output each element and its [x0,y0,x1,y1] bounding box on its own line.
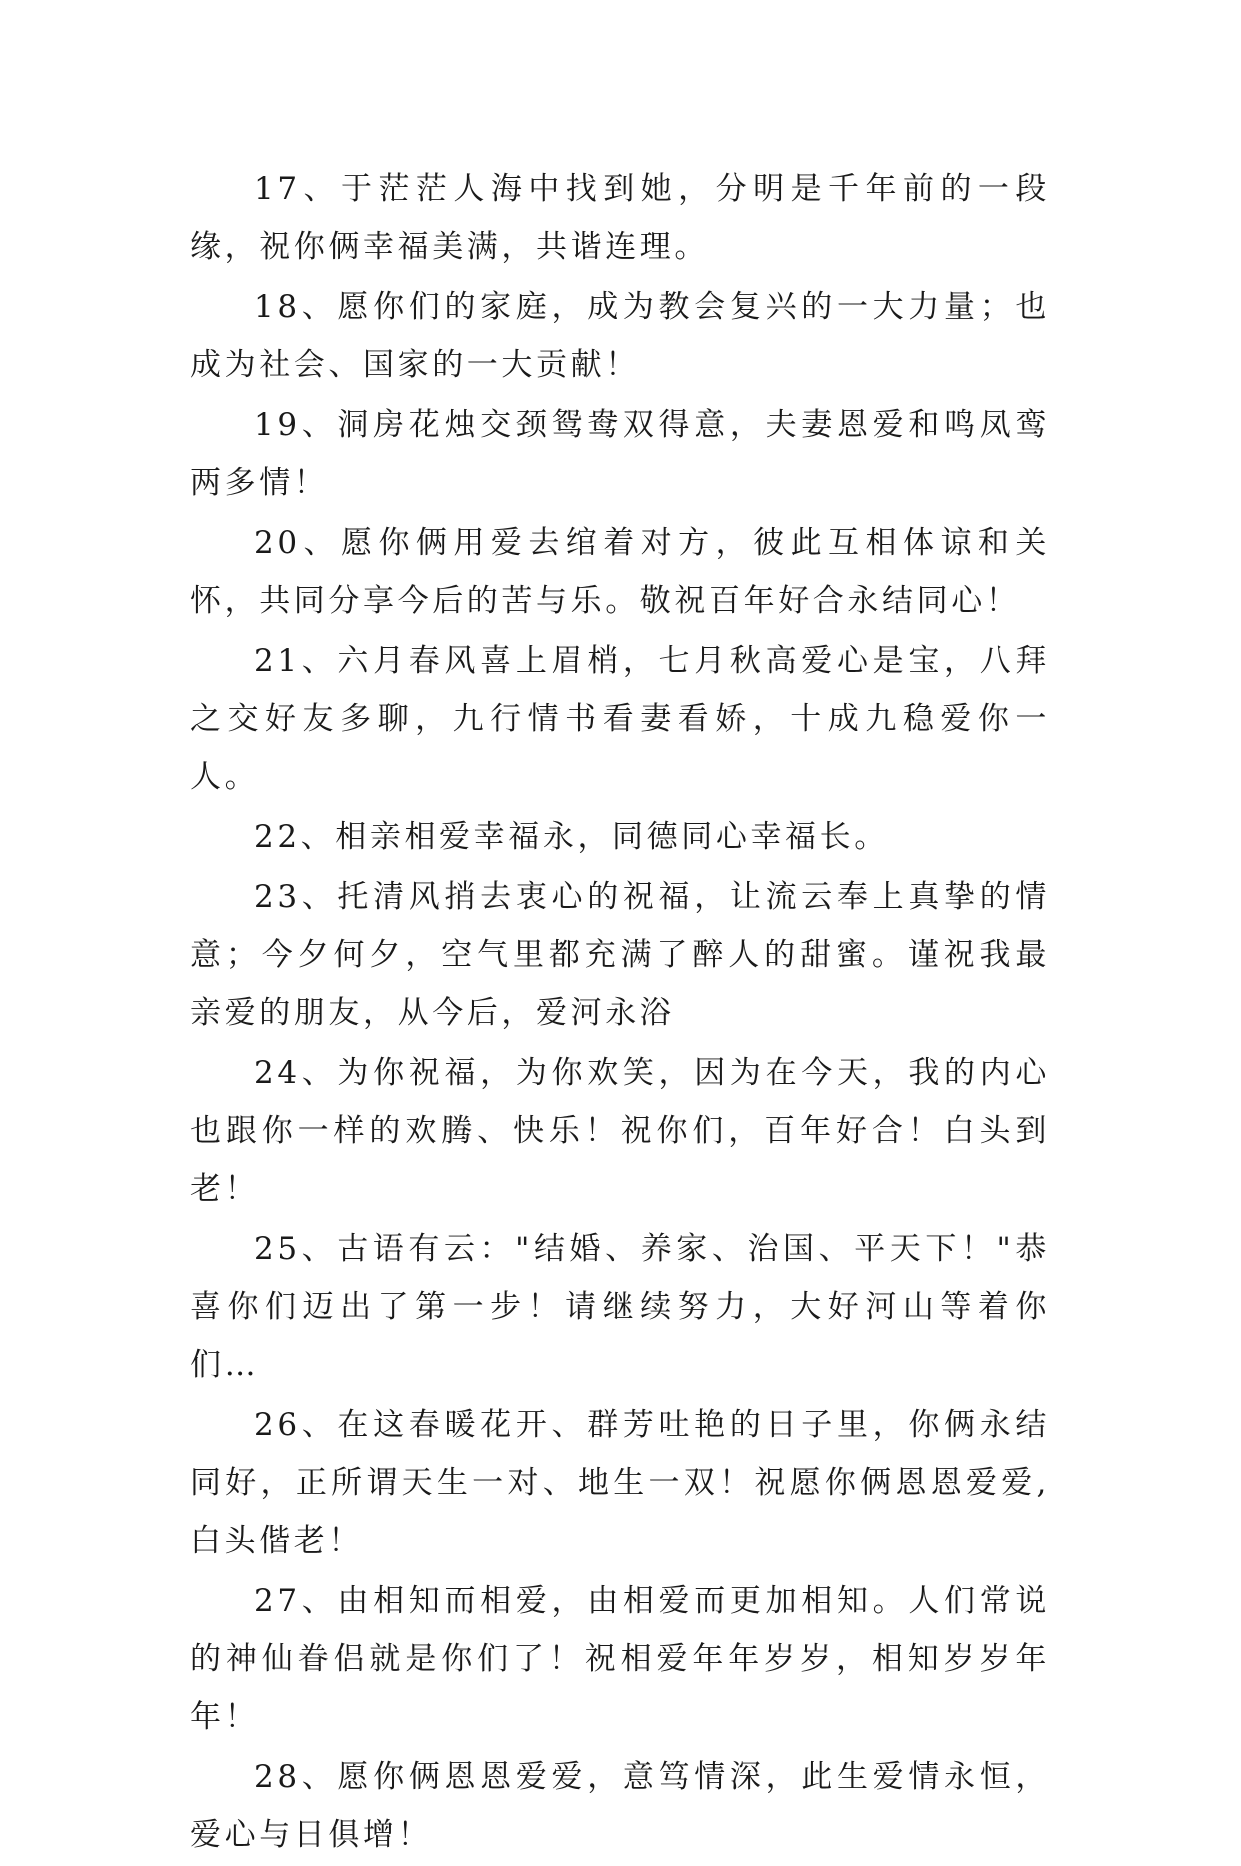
paragraph-25: 25、古语有云："结婚、养家、治国、平天下！"恭喜你们迈出了第一步！请继续努力，大好河山等着你们… [190,1231,1050,1383]
paragraph-28: 28、愿你俩恩恩爱爱，意笃情深，此生爱情永恒，爱心与日俱增！ [190,1759,1050,1853]
paragraph-22: 22、相亲相爱幸福永，同德同心幸福长。 [254,819,889,855]
paragraph-21: 21、六月春风喜上眉梢，七月秋高爱心是宝，八拜之交好友多聊，九行情书看妻看娇，十成九稳爱你一人。 [190,643,1050,795]
paragraph-27: 27、由相知而相爱，由相爱而更加相知。人们常说的神仙眷侣就是你们了！祝相爱年年岁岁，相知岁岁年年！ [190,1583,1050,1735]
paragraph-26: 26、在这春暖花开、群芳吐艳的日子里，你俩永结同好，正所谓天生一对、地生一双！祝愿你俩恩恩爱爱,白头偕老！ [190,1407,1050,1559]
paragraph-19: 19、洞房花烛交颈鸳鸯双得意，夫妻恩爱和鸣凤鸾两多情！ [190,407,1050,501]
document-body [190,160,1050,1866]
paragraph-24: 24、为你祝福，为你欢笑，因为在今天，我的内心也跟你一样的欢腾、快乐！祝你们，百年好合！白头到老！ [190,1055,1050,1207]
paragraph-20: 20、愿你俩用爱去绾着对方，彼此互相体谅和关怀，共同分享今后的苦与乐。敬祝百年好合永结同心！ [190,525,1050,619]
paragraph-18: 18、愿你们的家庭，成为教会复兴的一大力量；也成为社会、国家的一大贡献！ [190,289,1050,383]
paragraph-17: 17、于茫茫人海中找到她，分明是千年前的一段缘，祝你俩幸福美满，共谐连理。 [190,171,1050,265]
paragraph-23: 23、托清风捎去衷心的祝福，让流云奉上真挚的情意；今夕何夕，空气里都充满了醉人的甜蜜。谨祝我最亲爱的朋友，从今后，爱河永浴 [190,879,1050,1031]
